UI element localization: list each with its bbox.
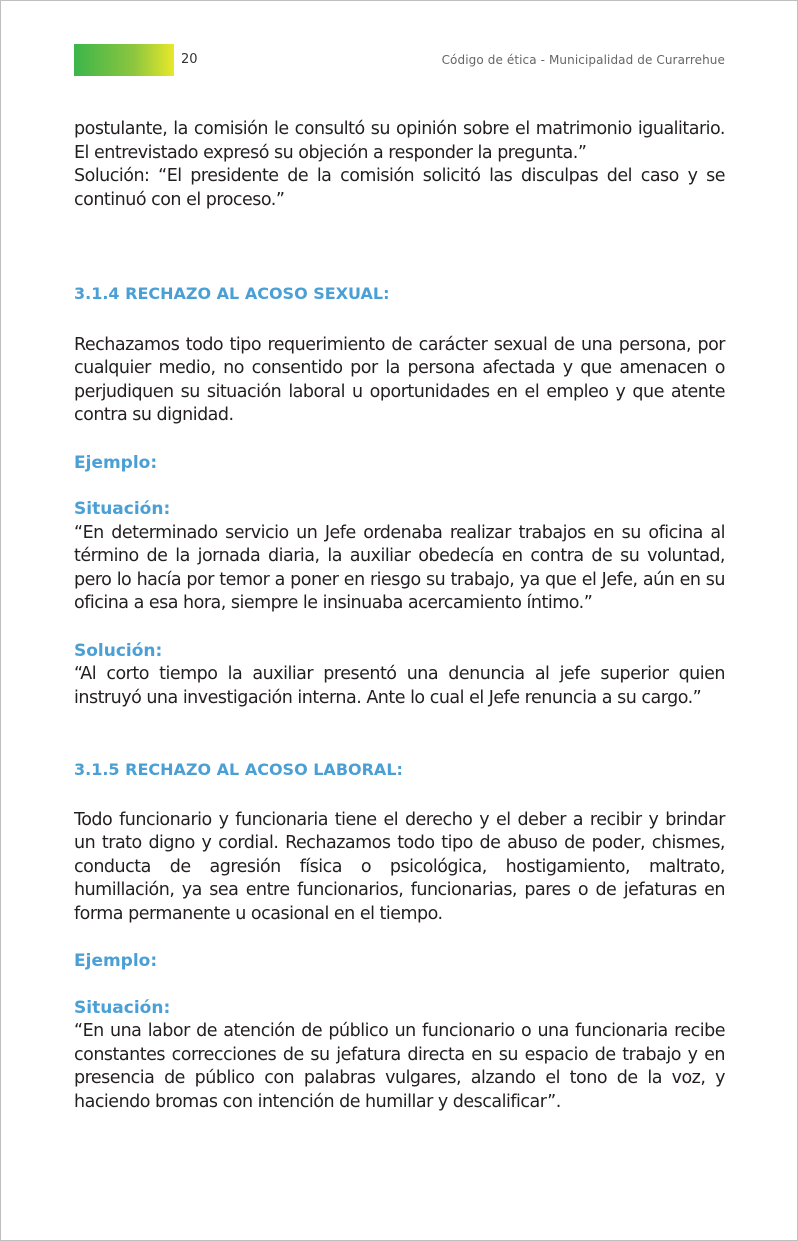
solution-label-3-1-4: Solución: bbox=[74, 640, 163, 661]
header-color-bar bbox=[74, 44, 174, 76]
page-number: 20 bbox=[181, 52, 198, 67]
intro-paragraph: postulante, la comisión le consultó su opinión sobre el matrimonio igualitario. El entrevistado expresó su objeción a responder la pregunta.” bbox=[74, 119, 725, 163]
running-title: Código de ética - Municipalidad de Curarrehue bbox=[441, 53, 725, 67]
section-heading-3-1-5: 3.1.5 RECHAZO AL ACOSO LABORAL: bbox=[74, 760, 403, 779]
section-heading-3-1-4: 3.1.4 RECHAZO AL ACOSO SEXUAL: bbox=[74, 284, 390, 303]
situation-text-3-1-4: “En determinado servicio un Jefe ordenaba realizar trabajos en su oficina al término de la jornada diaria, la auxiliar obedecía en contra de su voluntad, pero lo hacía por temor a poner en riesgo su trabajo, ya que el Jefe, aún en su oficina a esa hora, siempre le insinuaba acercamiento íntimo.” bbox=[74, 522, 725, 613]
example-label-3-1-4: Ejemplo: bbox=[74, 452, 158, 473]
example-label-3-1-5: Ejemplo: bbox=[74, 951, 158, 971]
section-3-1-4-body: Rechazamos todo tipo requerimiento de carácter sexual de una persona, por cualquier medio, no consentido por la persona afectada y que amenacen o perjudiquen su situación laboral u oportunidades en el empleo y que atente contra su dignidad. bbox=[74, 334, 725, 425]
situation-text-3-1-5: “En una labor de atención de público un funcionario o una funcionaria recibe constantes correcciones de su jefatura directa en su espacio de trabajo y en presencia de público con palabras vulgares, alzando el tono de la voz, y haciendo bromas con intención de humillar y descalificar”. bbox=[74, 1021, 725, 1112]
situation-label-3-1-5: Situación: bbox=[74, 997, 171, 1018]
intro-solution: Solución: “El presidente de la comisión solicitó las disculpas del caso y se continuó con el proceso.” bbox=[74, 166, 725, 210]
situation-label-3-1-4: Situación: bbox=[74, 499, 171, 519]
document-body bbox=[74, 118, 725, 1114]
solution-text-3-1-4: “Al corto tiempo la auxiliar presentó una denuncia al jefe superior quien instruyó una investigación interna. Ante lo cual el Jefe renuncia a su cargo.” bbox=[74, 664, 725, 708]
section-3-1-5-body: Todo funcionario y funcionaria tiene el derecho y el deber a recibir y brindar un trato digno y cordial. Rechazamos todo tipo de abuso de poder, chismes, conducta de agresión física o psicológica, hostigamiento, maltrato, humillación, ya sea entre funcionarios, funcionarias, pares o de jefaturas en forma permanente u ocasional en el tiempo. bbox=[74, 809, 725, 924]
